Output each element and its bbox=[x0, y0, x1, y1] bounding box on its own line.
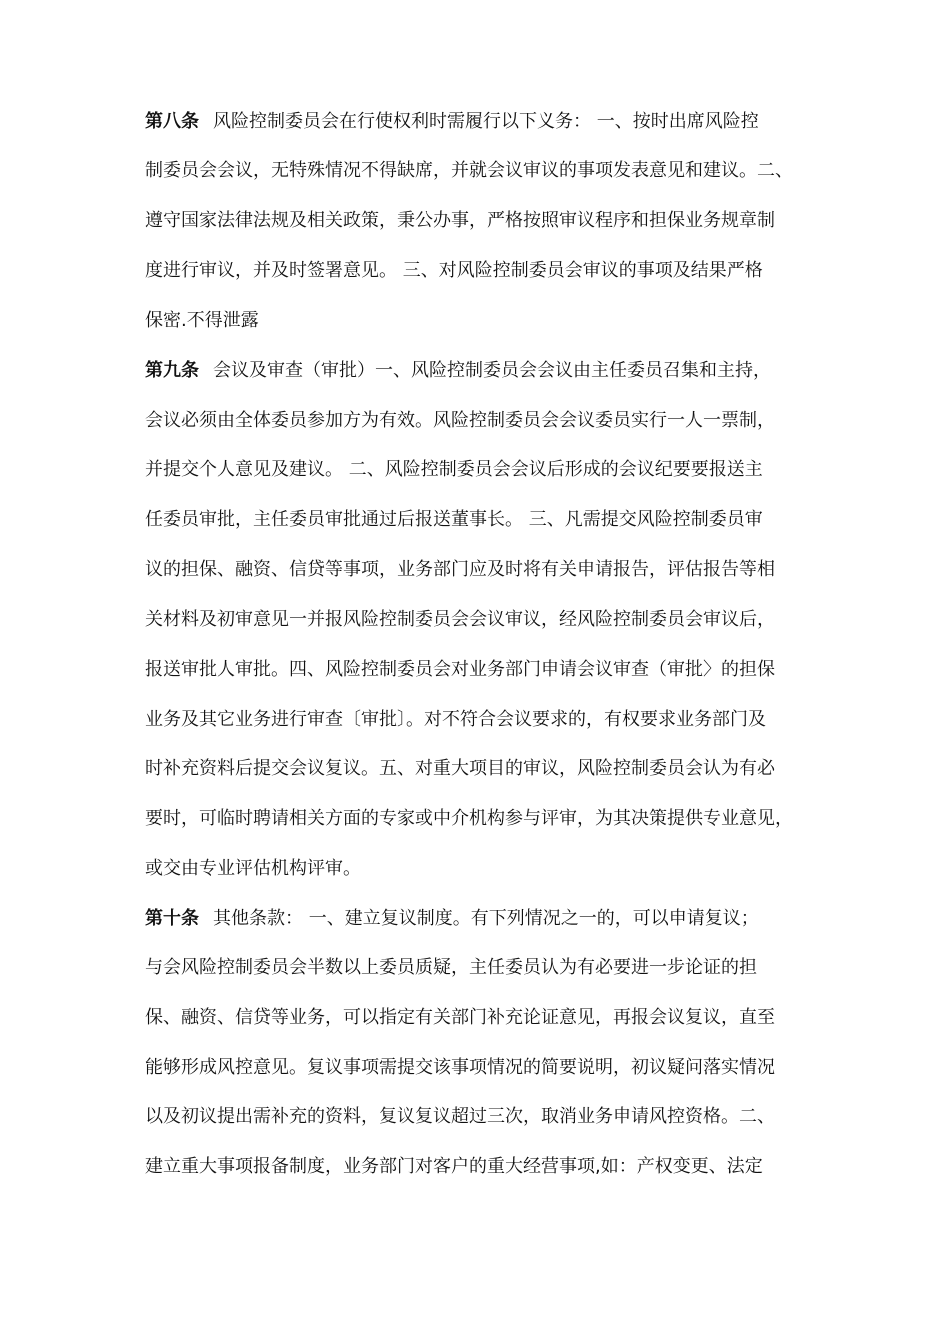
article-8-line-2: 制委员会会议，无特殊情况不得缺席，并就会议审议的事项发表意见和建议。二、 bbox=[145, 160, 793, 181]
article-10-line-3: 保、融资、信贷等业务，可以指定有关部门补充论证意见，再报会议复议，直至 bbox=[145, 1007, 775, 1028]
article-10-line-4: 能够形成风控意见。复议事项需提交该事项情况的简要说明，初议疑问落实情况 bbox=[145, 1057, 775, 1078]
article-10-line-2: 与会风险控制委员会半数以上委员质疑，主任委员认为有必要进一步论证的担 bbox=[145, 957, 757, 978]
article-8-text: 风险控制委员会在行使权利时需履行以下义务： 一、按时出席风险控 bbox=[213, 111, 759, 132]
article-9-line-3: 并提交个人意见及建议。 二、风险控制委员会会议后形成的会议纪要要报送主 bbox=[145, 459, 763, 480]
article-9-line-2: 会议必须由全体委员参加方为有效。风险控制委员会会议委员实行一人一票制， bbox=[145, 410, 775, 431]
article-9-line-9: 时补充资料后提交会议复议。五、对重大项目的审议，风险控制委员会认为有必 bbox=[145, 758, 775, 779]
article-9-line-5: 议的担保、融资、信贷等事项，业务部门应及时将有关申请报告，评估报告等相 bbox=[145, 559, 775, 580]
article-9-text: 会议及审查（审批）一、风险控制委员会会议由主任委员召集和主持， bbox=[213, 360, 771, 381]
article-10-line-5: 以及初议提出需补充的资料，复议复议超过三次，取消业务申请风控资格。二、 bbox=[145, 1106, 775, 1127]
article-8-line-5: 保密.不得泄露 bbox=[145, 310, 259, 331]
article-9-line-1 bbox=[145, 359, 771, 383]
article-10-title: 第十条 bbox=[145, 908, 199, 929]
article-8-title: 第八条 bbox=[145, 111, 199, 132]
article-10-line-6: 建立重大事项报备制度，业务部门对客户的重大经营事项,如：产权变更、法定 bbox=[145, 1156, 763, 1177]
article-9-line-7: 报送审批人审批。四、风险控制委员会对业务部门申请会议审查（审批〉的担保 bbox=[145, 659, 775, 680]
article-8-line-3: 遵守国家法律法规及相关政策，秉公办事，严格按照审议程序和担保业务规章制 bbox=[145, 210, 775, 231]
article-9-line-4: 任委员审批，主任委员审批通过后报送董事长。 三、凡需提交风险控制委员审 bbox=[145, 509, 763, 530]
article-9-line-8: 业务及其它业务进行审查〔审批〕。对不符合会议要求的，有权要求业务部门及 bbox=[145, 709, 766, 730]
article-9-title: 第九条 bbox=[145, 360, 199, 381]
article-9-line-11: 或交由专业评估机构评审。 bbox=[145, 858, 361, 879]
article-9-line-10: 要时，可临时聘请相关方面的专家或中介机构参与评审，为其决策提供专业意见， bbox=[145, 808, 793, 829]
article-10-line-1 bbox=[145, 907, 759, 931]
article-8-line-1 bbox=[145, 110, 759, 134]
article-9-line-6: 关材料及初审意见一并报风险控制委员会会议审议，经风险控制委员会审议后， bbox=[145, 609, 775, 630]
article-10-text: 其他条款： 一、建立复议制度。有下列情况之一的，可以申请复议； bbox=[213, 908, 759, 929]
article-8-line-4: 度进行审议，并及时签署意见。 三、对风险控制委员会审议的事项及结果严格 bbox=[145, 260, 763, 281]
